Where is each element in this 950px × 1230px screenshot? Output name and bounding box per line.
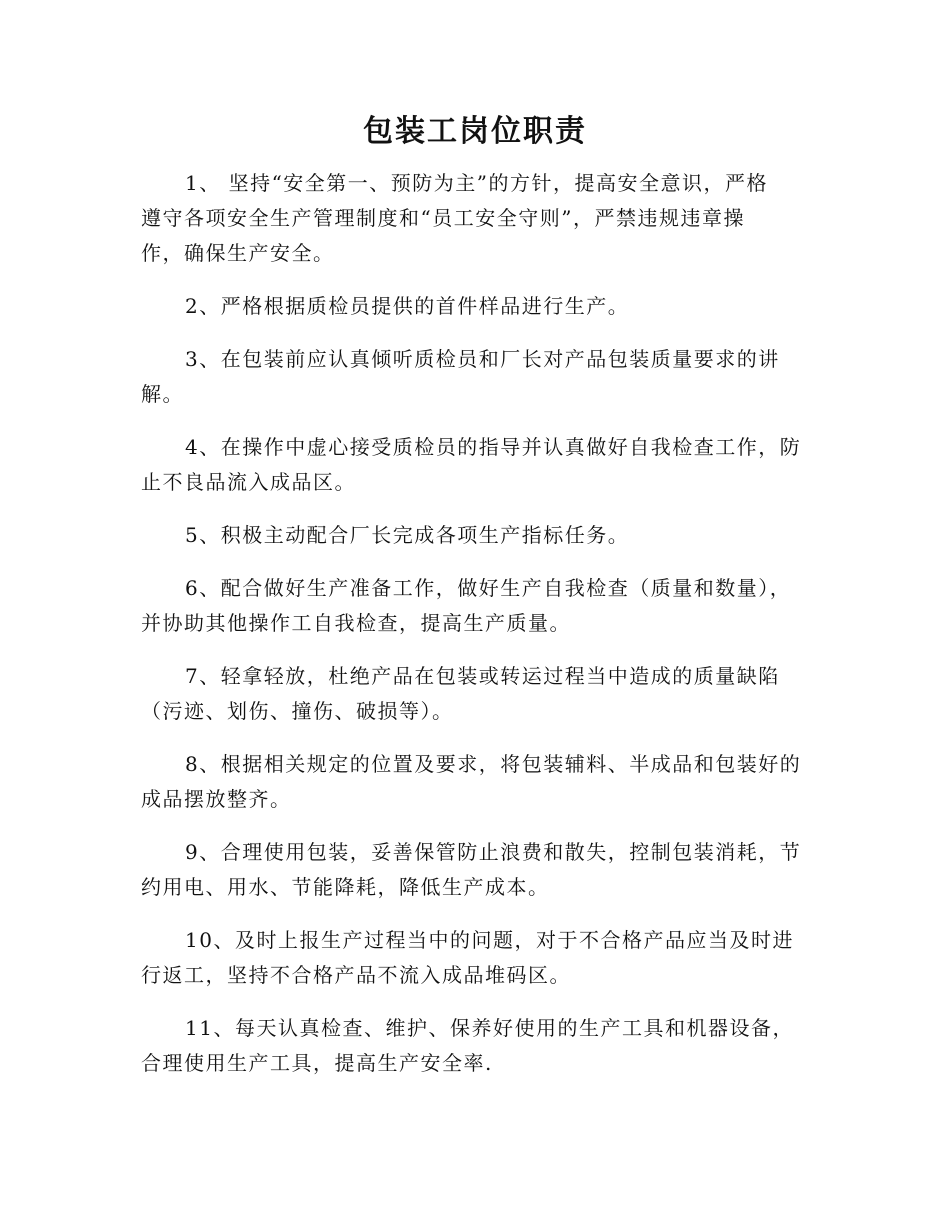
paragraph-2 [141,289,809,324]
document-title: 包装工岗位职责 [363,114,587,149]
paragraph-4 [141,430,809,500]
paragraph-line: （污迹、划伤、撞伤、破损等）。 [141,699,454,723]
paragraph-line: 7、轻拿轻放，杜绝产品在包装或转运过程当中造成的质量缺陷 [185,664,780,688]
paragraph-line: 9、合理使用包装，妥善保管防止浪费和散失，控制包装消耗，节 [185,840,802,864]
paragraph-line: 遵守各项安全生产管理制度和“员工安全守则”，严禁违规违章操 [141,206,745,230]
paragraph-line: 成品摆放整齐。 [141,787,292,811]
paragraph-line: 2、严格根据质检员提供的首件样品进行生产。 [185,294,630,318]
paragraph-5 [141,518,809,553]
paragraph-6 [141,571,809,641]
paragraph-line: 约用电、用水、节能降耗，降低生产成本。 [141,875,550,899]
paragraph-line: 并协助其他操作工自我检查，提高生产质量。 [141,611,571,635]
paragraph-line: 4、在操作中虚心接受质检员的指导并认真做好自我检查工作，防 [185,435,802,459]
paragraph-line: 10、及时上报生产过程当中的问题，对于不合格产品应当及时进 [185,928,794,952]
paragraph-8 [141,747,809,817]
paragraph-10 [141,923,809,993]
paragraph-line: 8、根据相关规定的位置及要求，将包装辅料、半成品和包装好的 [185,752,802,776]
paragraph-line: 3、在包装前应认真倾听质检员和厂长对产品包装质量要求的讲 [185,347,780,371]
paragraph-line: 解。 [141,382,184,406]
paragraph-7 [141,659,809,729]
paragraph-line: 1、 坚持“安全第一、预防为主”的方针，提高安全意识，严格 [185,171,769,195]
paragraph-9 [141,835,809,905]
document-body [141,166,809,1099]
paragraph-1 [141,166,809,271]
paragraph-line: 作，确保生产安全。 [141,241,335,265]
paragraph-line: 6、配合做好生产准备工作，做好生产自我检查（质量和数量）， [185,576,792,600]
paragraph-line: 止不良品流入成品区。 [141,470,356,494]
paragraph-11 [141,1011,809,1081]
paragraph-3 [141,342,809,412]
paragraph-line: 5、积极主动配合厂长完成各项生产指标任务。 [185,523,630,547]
paragraph-line: 行返工，坚持不合格产品不流入成品堆码区。 [141,963,571,987]
paragraph-line: 合理使用生产工具，提高生产安全率. [141,1051,493,1075]
paragraph-line: 11、每天认真检查、维护、保养好使用的生产工具和机器设备， [185,1016,794,1040]
